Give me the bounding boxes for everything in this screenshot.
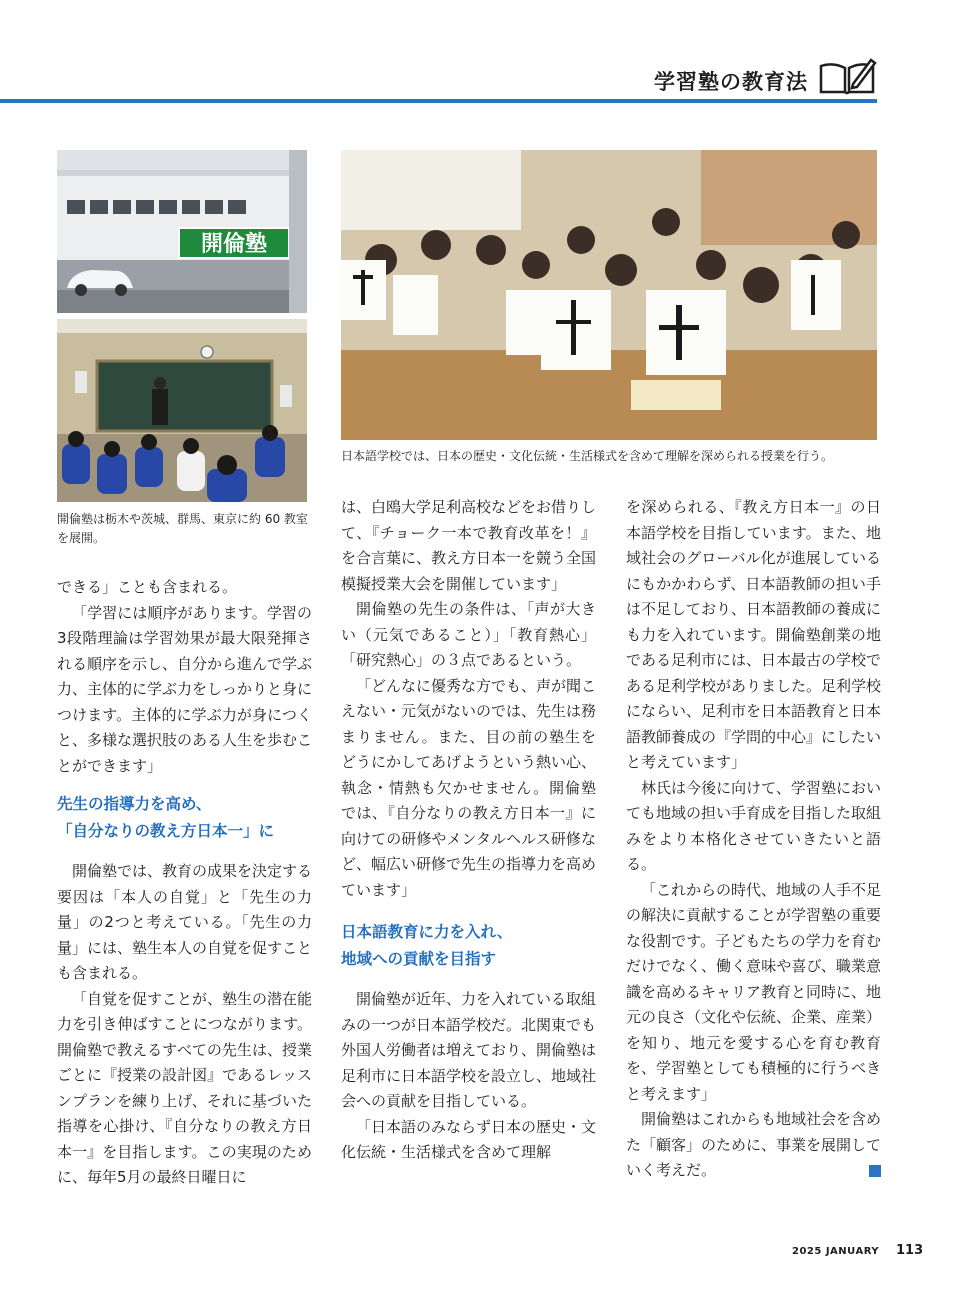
- text-column-1: [57, 575, 312, 1191]
- heading-line: 地域への貢献を目指す: [341, 950, 497, 968]
- paragraph: 開倫塾の先生の条件は、「声が大きい（元気であること）」「教育熱心」「研究熱心」の３点であるという。: [341, 600, 596, 669]
- end-mark-icon: [869, 1165, 881, 1177]
- footer-issue: 2025 JANUARY: [792, 1246, 880, 1257]
- photo-building: [57, 150, 307, 313]
- paragraph: 「どんなに優秀な方でも、声が聞こえない・元気がないのでは、先生は務まりません。また、目の前の塾生をどうにかしてあげようという熱い心、執念・情熱も欠かせません。開倫塾では、『自分なりの教え方日本一』に向けての研修やメンタルヘルス研修など、幅広い研修で先生の指導力を高めています」: [341, 676, 597, 899]
- paragraph: できる」ことも含まれる。: [57, 578, 238, 596]
- section-heading-2: [341, 919, 596, 973]
- caption-photo-left: 開倫塾は栃木や茨城、群馬、東京に約 60 教室を展開。: [57, 512, 308, 545]
- building-sign: 開倫塾: [200, 232, 268, 257]
- paragraph: 開倫塾では、教育の成果を決定する要因は「本人の自覚」と「先生の力量」の2つと考えている。「先生の力量」には、塾生本人の自覚を促すことも含まれる。: [57, 862, 313, 982]
- photo-classroom: [57, 319, 307, 502]
- open-book-pencil-icon: [817, 56, 877, 96]
- paragraph-last: [626, 1107, 881, 1184]
- heading-line: 日本語教育に力を入れ、: [341, 923, 513, 941]
- section-heading-1: [57, 791, 312, 845]
- text-column-2: [341, 495, 596, 1166]
- text-column-3: [626, 495, 881, 1184]
- heading-line: 「自分なりの教え方日本一」に: [57, 822, 275, 840]
- paragraph-text: 開倫塾はこれからも地域社会を含めた「顧客」のために、事業を展開していく考えだ。: [626, 1110, 882, 1179]
- paragraph: 林氏は今後に向けて、学習塾においても地域の担い手育成を目指した取組みをより本格化させていきたいと語る。: [626, 778, 882, 873]
- section-title: 学習塾の教育法: [654, 70, 808, 94]
- paragraph: 開倫塾が近年、力を入れている取組みの一つが日本語学校だ。北関東でも外国人労働者は増えており、開倫塾は足利市に日本語学校を設立し、地域社会への貢献を目指している。: [341, 990, 597, 1110]
- photo-students-calligraphy: [341, 150, 877, 440]
- paragraph: を深められる、『教え方日本一』の日本語学校を目指しています。また、地域社会のグローバル化が進展しているにもかかわらず、日本語教師の担い手は不足しており、日本語教師の養成にも力を入れています。開倫塾創業の地である足利市には、日本最古の学校である足利学校がありました。足利学校にならい、足利市を日本語教育と日本語教師養成の『学問的中心』にしたいと考えています」: [626, 498, 882, 771]
- paragraph: 「自覚を促すことが、塾生の潜在能力を引き伸ばすことにつながります。開倫塾で教えるすべての先生は、授業ごとに『授業の設計図』であるレッスンプランを練り上げ、それに基づいた指導を心掛け、『自分なりの教え方日本一』を目指します。この実現のために、毎年5月の最終日曜日に: [57, 989, 313, 1186]
- header-rule: [0, 99, 877, 103]
- paragraph: 「これからの時代、地域の人手不足の解決に貢献することが学習塾の重要な役割です。子どもたちの学力を育むだけでなく、働く意味や喜び、職業意識を高めるキャリア教育と同時に、地元の良さ（文化や伝統、企業、産業）を知り、地元を愛する心を育む教育を、学習塾としても積極的に行うべきと考えます」: [626, 880, 882, 1103]
- caption-photo-right: 日本語学校では、日本の歴史・文化伝統・生活様式を含めて理解を深められる授業を行う。: [341, 449, 834, 463]
- paragraph: は、白鴎大学足利高校などをお借りして、『チョーク一本で教育改革を！』を合言葉に、教え方日本一を競う全国模擬授業大会を開催しています」: [341, 498, 597, 593]
- page-number: 113: [896, 1243, 924, 1258]
- heading-line: 先生の指導力を高め、: [57, 795, 212, 813]
- paragraph: 「日本語のみならず日本の歴史・文化伝統・生活様式を含めて理解: [341, 1117, 597, 1161]
- paragraph: 「学習には順序があります。学習の3段階理論は学習効果が最大限発揮される順序を示し、自分から進んで学ぶ力、主体的に学ぶ力をしっかりと身につけます。主体的に学ぶ力が身につくと、多様な選択肢のある人生を歩むことができます」: [57, 603, 313, 775]
